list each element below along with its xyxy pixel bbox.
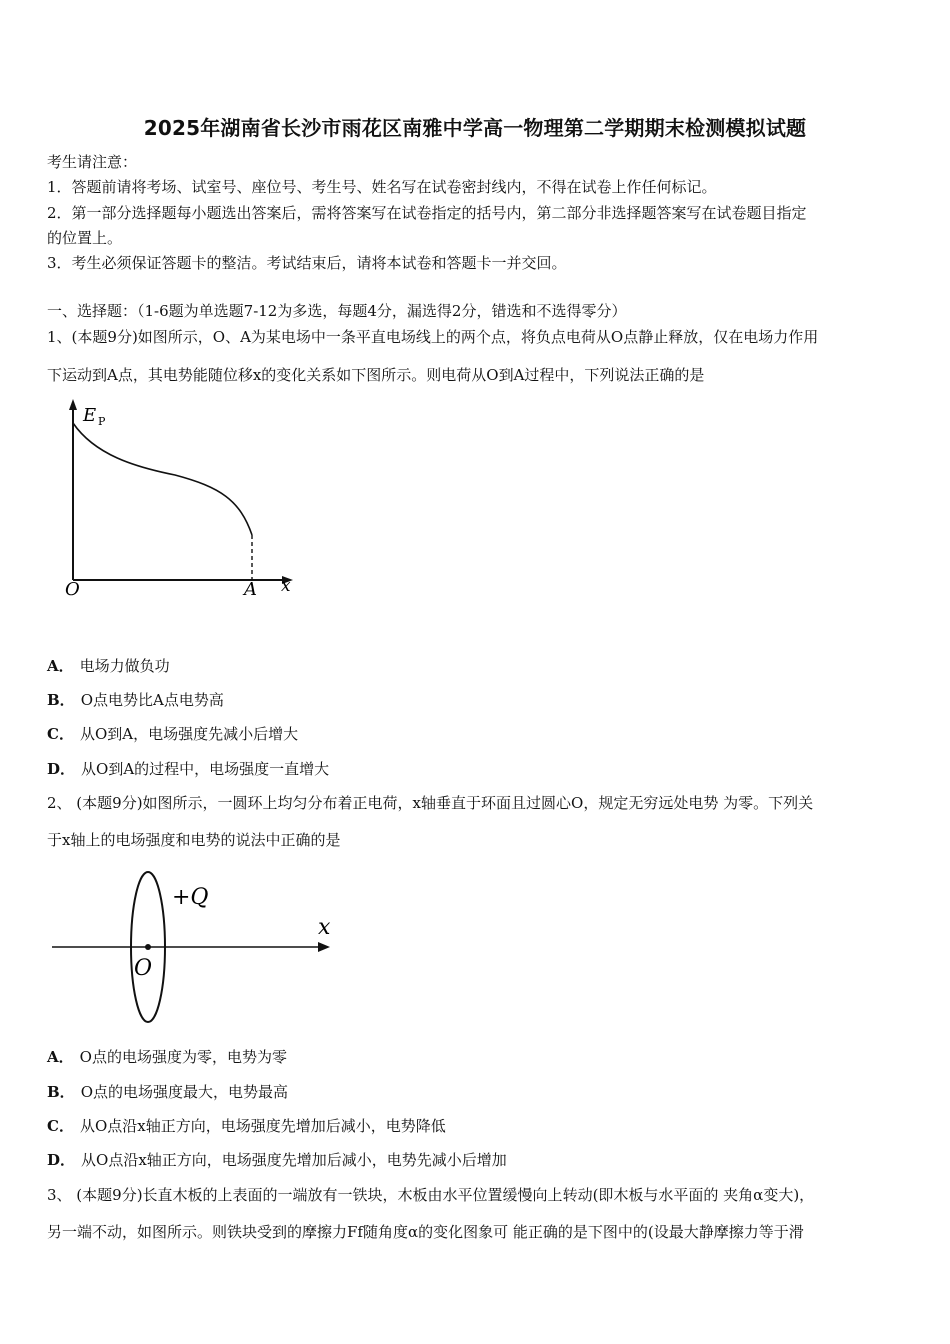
- q1-energy-graph: [55, 395, 315, 610]
- q1-origin-label: O: [65, 579, 80, 600]
- q2-charge-label: +Q: [172, 885, 209, 910]
- q1-y-subscript: P: [98, 415, 106, 428]
- q2-option-b: B． O点的电场强度最大，电势最高: [47, 1083, 288, 1101]
- q1-option-b: B． O点电势比A点电势高: [47, 691, 224, 709]
- notice-3: 3．考生必须保证答题卡的整洁。考试结束后，请将本试卷和答题卡一并交回。: [47, 254, 567, 272]
- section-heading: 一、选择题：（1-6题为单选题7-12为多选，每题4分，漏选得2分，错选和不选得零分）: [47, 302, 627, 320]
- q1-option-c: C． 从O到A，电场强度先减小后增大: [47, 725, 299, 743]
- q2-ring-figure: [50, 862, 350, 1032]
- q2-stem-line2: 于x轴上的电场强度和电势的说法中正确的是: [47, 831, 341, 849]
- q2-x-label: x: [318, 915, 331, 940]
- q1-option-a: A． 电场力做负功: [47, 657, 170, 675]
- exam-title: 2025年湖南省长沙市雨花区南雅中学高一物理第二学期期末检测模拟试题: [143, 116, 807, 140]
- notice-2: 2．第一部分选择题每小题选出答案后，需将答案写在试卷指定的括号内，第二部分非选择题答案写在试卷题目指定: [47, 204, 807, 222]
- q2-stem-line1: 2、 (本题9分)如图所示，一圆环上均匀分布着正电荷，x轴垂直于环面且过圆心O，规定无穷远处电势 为零。下列关: [47, 794, 814, 812]
- q1-stem-line1: 1、(本题9分)如图所示，O、A为某电场中一条平直电场线上的两个点，将负点电荷从O点静止释放，仅在电场力作用: [47, 328, 819, 346]
- q2-center-label: O: [134, 956, 153, 981]
- q1-y-label: E: [83, 405, 97, 426]
- q2-option-c: C． 从O点沿x轴正方向，电场强度先增加后减小，电势降低: [47, 1117, 446, 1135]
- notice-2-cont: 的位置上。: [47, 229, 123, 247]
- q1-point-a-label: A: [244, 579, 257, 600]
- q3-stem-line1: 3、 (本题9分)长直木板的上表面的一端放有一铁块，木板由水平位置缓慢向上转动(即木板与水平面的 夹角α变大)，: [47, 1186, 815, 1204]
- q1-option-d: D． 从O到A的过程中，电场强度一直增大: [47, 760, 330, 778]
- q1-x-label: x: [281, 576, 291, 596]
- notice-heading: 考生请注意：: [47, 153, 138, 171]
- q2-option-a: A． O点的电场强度为零，电势为零: [47, 1048, 287, 1066]
- q3-stem-line2: 另一端不动，如图所示。则铁块受到的摩擦力Ff随角度α的变化图象可 能正确的是下图中的(设最大静摩擦力等于滑: [47, 1223, 804, 1241]
- q2-option-d: D． 从O点沿x轴正方向，电场强度先增加后减小，电势先减小后增加: [47, 1151, 507, 1169]
- notice-1: 1．答题前请将考场、试室号、座位号、考生号、姓名写在试卷密封线内，不得在试卷上作任何标记。: [47, 178, 717, 196]
- q1-stem-line2: 下运动到A点，其电势能随位移x的变化关系如下图所示。则电荷从O到A过程中，下列说法正确的是: [47, 366, 705, 384]
